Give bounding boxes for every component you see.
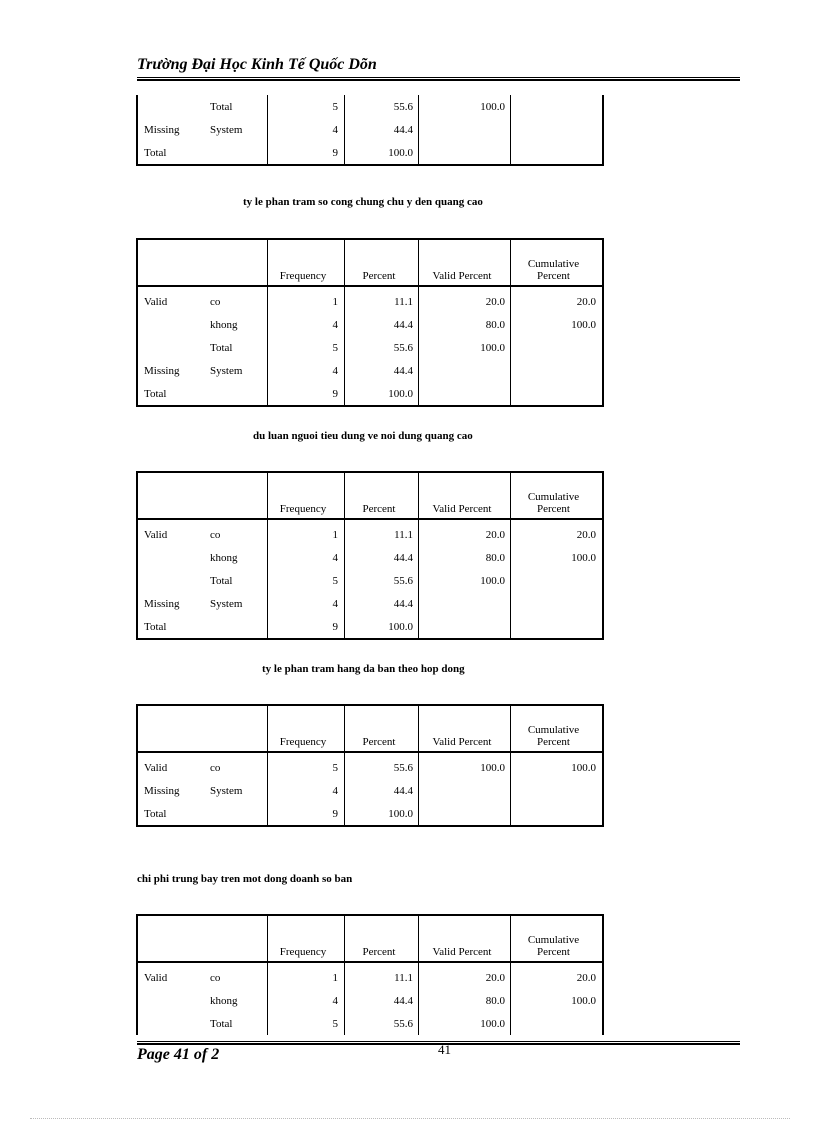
page-number: 41: [438, 1042, 451, 1057]
table-row: Total 5 55.6 100.0: [137, 1012, 603, 1035]
table-row: Missing System 4 44.4: [137, 779, 603, 802]
header-rule-bottom: [137, 79, 740, 81]
table-caption: du luan nguoi tieu dung ve noi dung quang cao: [253, 430, 473, 442]
table-caption: chi phi trung bay tren mot dong doanh so ban: [137, 873, 353, 885]
table-row: Total 9 100.0: [137, 141, 603, 165]
table-row: Missing System 4 44.4: [137, 118, 603, 141]
table-header-row: Frequency Percent Valid Percent Cumulative Percent: [137, 915, 603, 962]
frequency-table-contract-sales: [136, 704, 604, 827]
table-header-row: Frequency Percent Valid Percent Cumulative Percent: [137, 705, 603, 752]
table-header-row: Frequency Percent Valid Percent Cumulative Percent: [137, 239, 603, 286]
frequency-table-display-cost: [136, 914, 604, 1035]
table-row: Total 5 55.6 100.0: [137, 336, 603, 359]
table-row: Total 9 100.0: [137, 382, 603, 406]
continued-frequency-table: [136, 95, 604, 166]
table-row: Valid co 1 11.1 20.0 20.0: [137, 286, 603, 313]
table-row: Total 5 55.6 100.0: [137, 569, 603, 592]
frequency-table-consumer-opinion: [136, 471, 604, 640]
table-row: Valid co 1 11.1 20.0 20.0: [137, 962, 603, 989]
header-rule-top: [137, 77, 740, 78]
table-row: Missing System 4 44.4: [137, 592, 603, 615]
table-row: Total 9 100.0: [137, 615, 603, 639]
table-row: Valid co 5 55.6 100.0 100.0: [137, 752, 603, 779]
table-header-row: Frequency Percent Valid Percent Cumulative Percent: [137, 472, 603, 519]
page-footer-label: Page 41 of 2: [137, 1046, 220, 1063]
page-edge-dotted-line: [30, 1118, 790, 1119]
table-row: khong 4 44.4 80.0 100.0: [137, 989, 603, 1012]
table-row: khong 4 44.4 80.0 100.0: [137, 313, 603, 336]
table-row: Valid co 1 11.1 20.0 20.0: [137, 519, 603, 546]
frequency-table-public-attention: [136, 238, 604, 407]
running-header: Trường Đại Học Kinh Tế Quốc Dõn: [137, 56, 377, 73]
table-caption: ty le phan tram hang da ban theo hop dong: [262, 663, 465, 675]
table-caption: ty le phan tram so cong chung chu y den quang cao: [243, 196, 483, 208]
table-row: Total 9 100.0: [137, 802, 603, 826]
table-row: Total 5 55.6 100.0: [137, 95, 603, 118]
table-row: Missing System 4 44.4: [137, 359, 603, 382]
table-row: khong 4 44.4 80.0 100.0: [137, 546, 603, 569]
